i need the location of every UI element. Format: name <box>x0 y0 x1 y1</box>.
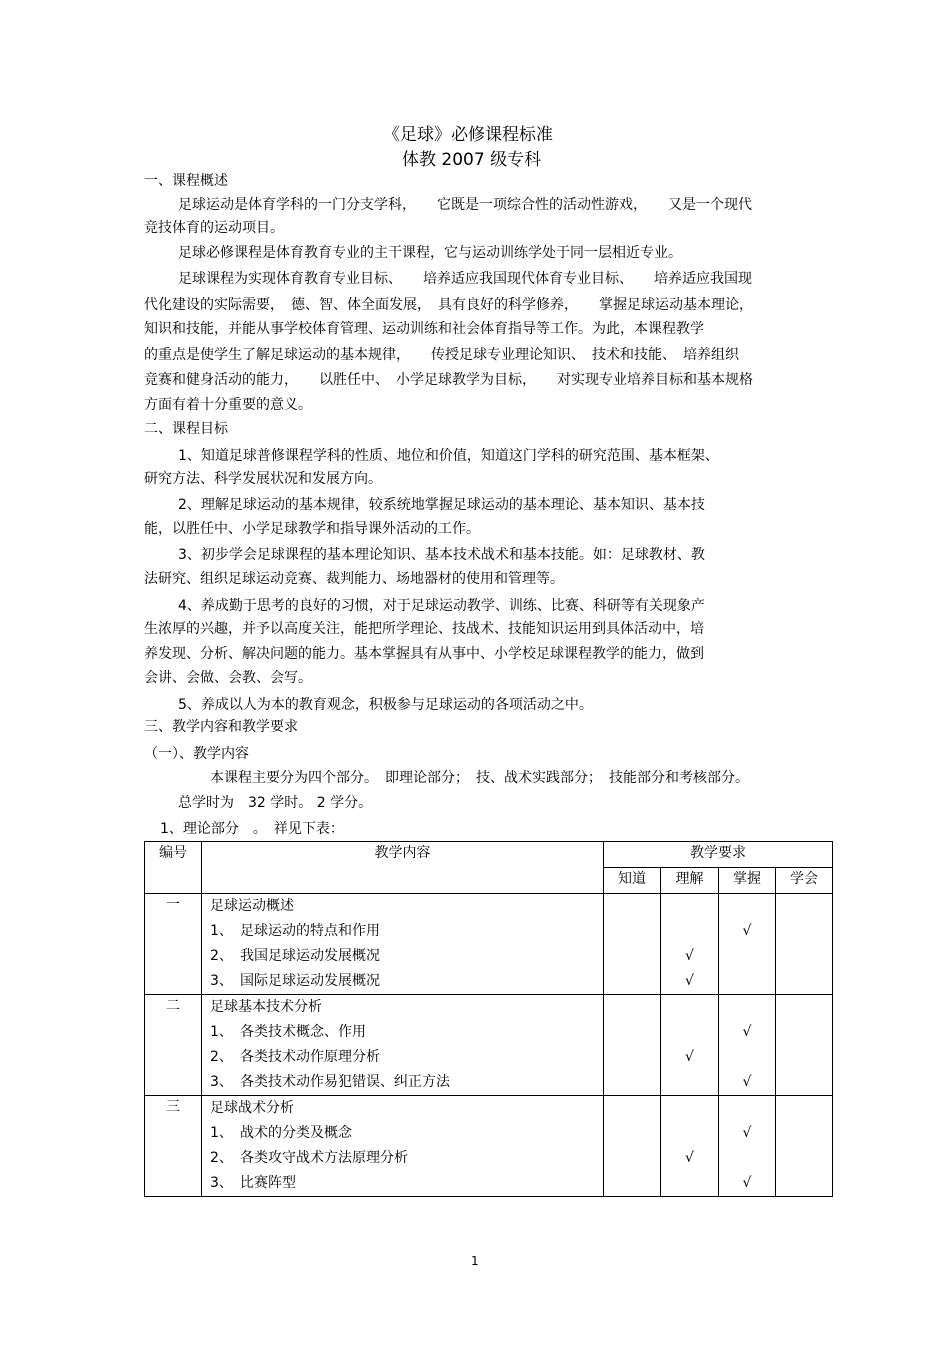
check-mark: √ <box>685 973 694 989</box>
paragraph-line: 竞赛和健身活动的能力， 以胜任中、 小学足球教学为目标， 对实现专业培养目标和基本规格 <box>144 372 753 388</box>
mark-spacer <box>776 969 832 994</box>
content-item <box>202 1121 603 1146</box>
document-subtitle: 体教 2007 级专科 <box>402 150 542 170</box>
section-heading: 一、课程概述 <box>144 173 228 189</box>
level-cell <box>604 894 661 995</box>
paragraph-line: 会讲、会做、会教、会写。 <box>144 670 312 686</box>
paragraph-line: 养发现、分析、解决问题的能力。基本掌握具有从事中、小学校足球课程教学的能力，做到 <box>144 646 704 662</box>
mark-spacer <box>776 1045 832 1070</box>
header-content: 教学内容 <box>202 842 604 894</box>
mark-spacer <box>776 1070 832 1095</box>
level-cell <box>661 894 719 995</box>
mark-spacer <box>719 995 775 1020</box>
document-title: 《足球》必修课程标准 <box>383 125 553 145</box>
mark-spacer <box>661 1096 718 1121</box>
mark-spacer <box>604 894 660 919</box>
paragraph-line: 4、养成勤于思考的良好的习惯，对于足球运动教学、训练、比赛、科研等有关现象产 <box>178 598 705 614</box>
group-content <box>202 894 604 995</box>
item-text: 各类技术动作易犯错误、纠正方法 <box>240 1074 450 1090</box>
item-text: 国际足球运动发展概况 <box>240 973 380 989</box>
level-cell <box>776 894 833 995</box>
header-level-know: 知道 <box>604 868 661 894</box>
paragraph-line: 3、初步学会足球课程的基本理论知识、基本技术战术和基本技能。如：足球教材、教 <box>178 547 705 563</box>
mark-spacer <box>604 1020 660 1045</box>
header-level-learn: 学会 <box>776 868 833 894</box>
level-cell <box>719 894 776 995</box>
mark-spacer <box>719 944 775 969</box>
paragraph-line: 法研究、组织足球运动竞赛、裁判能力、场地器材的使用和管理等。 <box>144 571 564 587</box>
mark-spacer <box>776 1121 832 1146</box>
table-caption: 1、理论部分 。 祥见下表： <box>160 821 344 837</box>
check-mark: √ <box>742 1024 752 1040</box>
mark-spacer <box>719 1146 775 1171</box>
group-title: 足球运动概述 <box>210 898 294 914</box>
paragraph-line: 本课程主要分为四个部分。 即理论部分； 技、战术实践部分； 技能部分和考核部分。 <box>210 770 749 786</box>
mark-spacer <box>719 1045 775 1070</box>
header-level-master: 掌握 <box>719 868 776 894</box>
mark-spacer <box>661 1020 718 1045</box>
content-item <box>202 1171 603 1196</box>
level-cell <box>776 1096 833 1197</box>
level-cell <box>776 995 833 1096</box>
level-cell <box>604 1096 661 1197</box>
item-text: 足球运动的特点和作用 <box>240 923 380 939</box>
section-heading: 二、课程目标 <box>144 421 228 437</box>
content-item <box>202 1146 603 1171</box>
item-number: 2、 <box>210 948 233 964</box>
paragraph-line: 知识和技能，并能从事学校体育管理、运动训练和社会体育指导等工作。为此，本课程教学 <box>144 321 704 337</box>
mark-spacer <box>604 1045 660 1070</box>
page-number: 1 <box>471 1254 479 1268</box>
item-text: 各类攻守战术方法原理分析 <box>240 1150 408 1166</box>
check-mark: √ <box>742 1175 752 1191</box>
group-content <box>202 1096 604 1197</box>
item-number: 3、 <box>210 1074 233 1090</box>
mark-spacer <box>719 894 775 919</box>
paragraph-line: 方面有着十分重要的意义。 <box>144 397 312 413</box>
paragraph-line: 2、理解足球运动的基本规律，较系统地掌握足球运动的基本理论、基本知识、基本技 <box>178 497 705 513</box>
mark-spacer <box>661 1070 718 1095</box>
mark-spacer <box>776 1146 832 1171</box>
item-number: 2、 <box>210 1150 233 1166</box>
group-title: 足球基本技术分析 <box>210 999 322 1015</box>
header-level-understand: 理解 <box>661 868 719 894</box>
mark-spacer <box>719 969 775 994</box>
item-number: 3、 <box>210 1175 233 1191</box>
level-cell <box>661 1096 719 1197</box>
paragraph-line: 足球课程为实现体育教育专业目标、 培养适应我国现代体育专业目标、 培养适应我国现 <box>178 271 752 287</box>
teaching-content-table <box>144 841 833 1197</box>
level-cell <box>604 995 661 1096</box>
mark-spacer <box>719 1096 775 1121</box>
item-text: 比赛阵型 <box>240 1175 296 1191</box>
mark-spacer <box>604 944 660 969</box>
item-text: 各类技术动作原理分析 <box>240 1049 380 1065</box>
header-number: 编号 <box>145 842 202 894</box>
check-mark: √ <box>685 948 694 964</box>
mark-spacer <box>661 1171 718 1196</box>
paragraph-line: 总学时为 32 学时。 2 学分。 <box>178 795 373 811</box>
mark-spacer <box>661 894 718 919</box>
paragraph-line: 足球必修课程是体育教育专业的主干课程，它与运动训练学处于同一层相近专业。 <box>178 245 682 261</box>
mark-spacer <box>661 1121 718 1146</box>
mark-spacer <box>604 1121 660 1146</box>
group-number: 一 <box>145 894 202 995</box>
paragraph-line: 足球运动是体育学科的一门分支学科， 它既是一项综合性的活动性游戏， 又是一个现代 <box>178 197 752 213</box>
paragraph-line: 代化建设的实际需要， 德、智、体全面发展， 具有良好的科学修养， 掌握足球运动基本理论， <box>144 297 753 313</box>
table-row <box>145 995 833 1096</box>
header-requirements: 教学要求 <box>604 842 833 868</box>
level-cell <box>719 995 776 1096</box>
content-item <box>202 1045 603 1070</box>
mark-spacer <box>776 919 832 944</box>
group-number: 三 <box>145 1096 202 1197</box>
subsection-heading: （一）、教学内容 <box>144 746 249 762</box>
check-mark: √ <box>685 1049 694 1065</box>
item-number: 3、 <box>210 973 233 989</box>
item-number: 1、 <box>210 1125 233 1141</box>
content-item <box>202 944 603 969</box>
mark-spacer <box>604 1096 660 1121</box>
table-row <box>145 894 833 995</box>
item-text: 各类技术概念、作用 <box>240 1024 366 1040</box>
paragraph-line: 研究方法、科学发展状况和发展方向。 <box>144 471 382 487</box>
mark-spacer <box>776 1096 832 1121</box>
check-mark: √ <box>742 1125 752 1141</box>
mark-spacer <box>604 1070 660 1095</box>
check-mark: √ <box>742 1074 752 1090</box>
mark-spacer <box>604 1171 660 1196</box>
content-item <box>202 919 603 944</box>
mark-spacer <box>776 944 832 969</box>
table-row <box>145 1096 833 1197</box>
mark-spacer <box>776 894 832 919</box>
level-cell <box>661 995 719 1096</box>
group-number: 二 <box>145 995 202 1096</box>
item-number: 2、 <box>210 1049 233 1065</box>
mark-spacer <box>604 969 660 994</box>
content-item <box>202 1070 603 1095</box>
level-cell <box>719 1096 776 1197</box>
group-content <box>202 995 604 1096</box>
check-mark: √ <box>685 1150 694 1166</box>
mark-spacer <box>661 995 718 1020</box>
check-mark: √ <box>742 923 752 939</box>
mark-spacer <box>776 995 832 1020</box>
mark-spacer <box>661 919 718 944</box>
item-text: 我国足球运动发展概况 <box>240 948 380 964</box>
mark-spacer <box>604 1146 660 1171</box>
group-title: 足球战术分析 <box>210 1100 294 1116</box>
mark-spacer <box>604 919 660 944</box>
paragraph-line: 5、养成以人为本的教育观念，积极参与足球运动的各项活动之中。 <box>178 697 593 713</box>
paragraph-line: 能，以胜任中、小学足球教学和指导课外活动的工作。 <box>144 521 480 537</box>
paragraph-line: 竞技体育的运动项目。 <box>144 220 284 236</box>
mark-spacer <box>776 1171 832 1196</box>
paragraph-line: 生浓厚的兴趣，并予以高度关注，能把所学理论、技战术、技能知识运用到具体活动中，培 <box>144 621 704 637</box>
item-text: 战术的分类及概念 <box>240 1125 352 1141</box>
item-number: 1、 <box>210 923 233 939</box>
section-heading: 三、教学内容和教学要求 <box>144 719 298 735</box>
mark-spacer <box>776 1020 832 1045</box>
mark-spacer <box>604 995 660 1020</box>
paragraph-line: 的重点是使学生了解足球运动的基本规律， 传授足球专业理论知识、 技术和技能、 培养组织 <box>144 347 739 363</box>
paragraph-line: 1、知道足球普修课程学科的性质、地位和价值，知道这门学科的研究范围、基本框架、 <box>178 448 719 464</box>
item-number: 1、 <box>210 1024 233 1040</box>
content-item <box>202 1020 603 1045</box>
content-item <box>202 969 603 994</box>
